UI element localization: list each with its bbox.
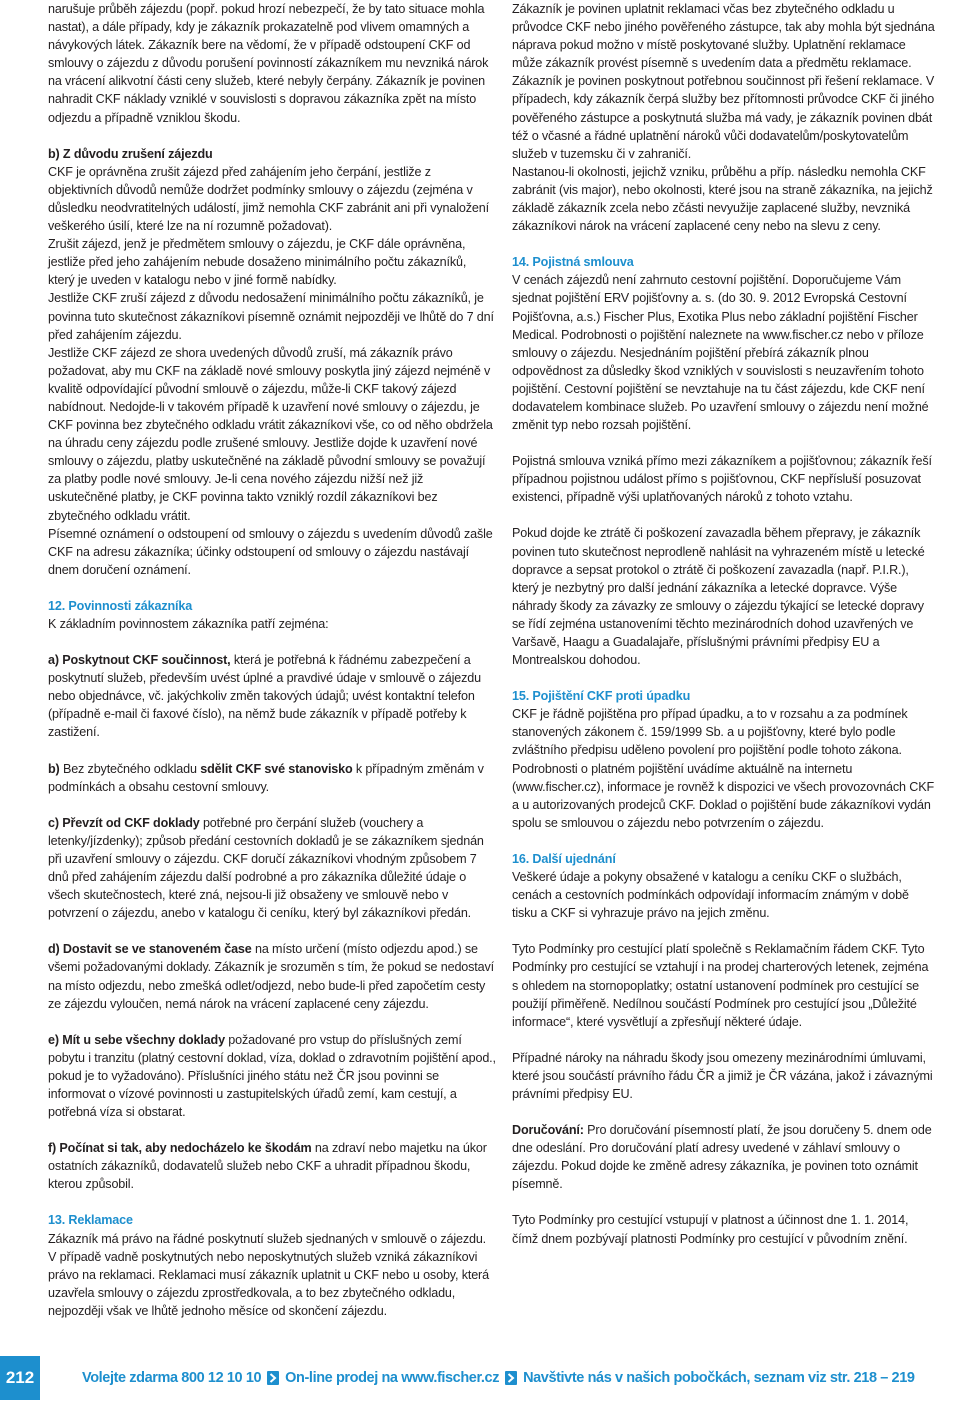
duty-d: d) Dostavit se ve stanoveném čase na místo určení (místo odjezdu apod.) se všemi požadovanými doklady. Zákazník je srozuměn s tím, že pokud se nedostaví na místo odjezdu, nebo zmešká odlet/odjezd, nebo bude-li před započetím cesty ze zájezdu vyloučen, nemá nárok na vrácení zaplacené ceny zájezdu.	[48, 942, 495, 1011]
section-heading-15: 15. Pojištění CKF proti úpadku	[512, 689, 691, 704]
page-number: 212	[0, 1356, 40, 1400]
paragraph: Tyto Podmínky pro cestující platí společně s Reklamačním řádem CKF. Tyto Podmínky pro cestující se vztahují i na prodej charterových letenek, zejména s ohledem na stornopoplatky; ostatní ustanovení podmínek pro cestující se použijí přiměřeně. Nedílnou součástí Podmínek pro cestující jsou „Důležité informace“, které vysvětlují a zpřesňují některé údaje.	[512, 942, 929, 1029]
paragraph: K základním povinnostem zákazníka patří zejména:	[48, 617, 329, 631]
paragraph: Pokud dojde ke ztrátě či poškození zavazadla během přepravy, je zákazník povinen tuto skutečnost neprodleně nahlásit na vyhrazeném místě u letecké dopravce a sepsat protokol o ztrátě či poškození zavazadla (např. P.I.R.), který je nezbytný pro další jednání zákazníka a letecké dopravce. Výše náhrady škody za závazky ze smlouvy o zájezdu týkající se letecké dopravy se řídí zejména ustanoveními těchto mezinárodních dohod uzavřených ve Varšavě, Haagu a Guadalajaře, příslušnými právními předpisy EU a Montrealskou dohodou.	[512, 526, 925, 668]
chevron-right-icon	[267, 1371, 279, 1385]
paragraph: Jestliže CKF zruší zájezd z důvodu nedosažení minimálního počtu zákazníků, je povinna tuto skutečnost zákazníkovi písemně oznámit nejpozději ve lhůtě do 7 dní před zahájením zájezdu.	[48, 291, 494, 342]
section-heading-16: 16. Další ujednání	[512, 851, 616, 866]
duty-e: e) Mít u sebe všechny doklady požadované pro vstup do příslušných zemí pobytu i tranzitu (platný cestovní doklad, víza, doklad o zdravotním pojištění apod., pokud je to vyžadováno). Příslušníci jiného státu než ČR jsou povinni se informovat o vízové povinnosti u zastupitelských úřadů zemí, kam cestují, a potřebná víza si obstarat.	[48, 1032, 496, 1120]
duty-a: a) Poskytnout CKF součinnost, která je potřebná k řádnému zabezpečení a poskytnutí služeb, především uvést úplné a pravdivé údaje v smlouvě o zájezdu nebo objednávce, vč. jakýchkoliv změn takových údajů; uvést kontaktní telefon (případně e-mail či faxové číslo), na němž bude zákazník v případě potřeby k zastižení.	[48, 653, 481, 740]
footer-call-link[interactable]: Volejte zdarma 800 12 10 10	[82, 1370, 262, 1386]
footer-online-link[interactable]: On-line prodej na www.fischer.cz	[285, 1370, 500, 1386]
chevron-right-icon	[505, 1371, 517, 1385]
footer-promo	[82, 1356, 915, 1400]
paragraph: Tyto Podmínky pro cestující vstupují v platnost a účinnost dne 1. 1. 2014, čímž dnem pozbývají platnosti Podmínky pro cestující v původním znění.	[512, 1213, 909, 1246]
paragraph: narušuje průběh zájezdu (popř. pokud hrozí nebezpečí, že by tato situace mohla nastat), a dále případy, kdy je zákazník prokazatelně pod vlivem omamných a návykových látek. Zákazník bere na vědomí, že v případě odstoupení CKF od smlouvy o zájezdu z důvodu porušení povinností zákazníkem mu nevzniká nárok na vrácení alikvotní části ceny služeb, které nebyly čerpány. Zákazník je povinen nahradit CKF náklady vzniklé v souvislosti s dopravou zákazníka zpět na místo odjezdu a případně vzniklou škodu.	[48, 2, 489, 125]
right-column	[512, 0, 937, 1266]
left-column	[48, 0, 496, 1338]
paragraph: CKF je řádně pojištěna pro případ úpadku, a to v rozsahu a za podmínek stanovených zákonem č. 159/1999 Sb. a u pojišťovny, které bylo podle zvláštního předpisu uděleno povolení pro pojištění podle tohoto zákona. Podrobnosti o platném pojištění uvádíme aktuálně na internetu (www.fischer.cz), informace je rovněž k dispozici ve všech provozovnách CKF a u autorizovaných prodejců CKF. Doklad o pojištění bude zákazníkovi vydán spolu se smlouvou o zájezdu nebo potvrzením o zájezdu.	[512, 707, 934, 830]
paragraph: Případné nároky na náhradu škody jsou omezeny mezinárodními úmluvami, které jsou součástí právního řádu ČR a jimiž je ČR vázána, jakož i závaznými právními předpisy EU.	[512, 1050, 933, 1101]
paragraph: Jestliže CKF zájezd ze shora uvedených důvodů zruší, má zákazník právo požadovat, aby mu CKF na základě nové smlouvy poskytla jiný zájezd nejméně v kvalitě odpovídající původní smlouvě o zájezdu, může-li CKF takový zájezd nabídnout. Nedojde-li v takovém případě k uzavření nové smlouvy o zájezdu, je CKF povinna bez zbytečného odkladu vrátit zákazníkovi vše, co od něho obdržela na úhradu ceny zájezdu podle zrušené smlouvy. Jestliže dojde k uzavření nové smlouvy o zájezdu, platby uskutečněné na základě původní smlouvy se považují za platby podle nové smlouvy. Je-li cena nového zájezdu nižší než již uskutečněné platby, je CKF povinna takto vzniklý rozdíl zákazníkovi bez zbytečného odkladu vrátit.	[48, 345, 493, 523]
paragraph: Písemné oznámení o odstoupení od smlouvy o zájezdu s uvedením důvodů zašle CKF na adresu zákazníka; účinky odstoupení od smlouvy o zájezdu nastávají dnem doručení oznámení.	[48, 526, 493, 577]
paragraph: Doručování: Pro doručování písemností platí, že jsou doručeny 5. dnem ode dne odeslání. Pro doručování platí adresy uvedené v záhlaví smlouvy o zájezdu. Pokud dojde ke změně adresy zákazníka, je povinen toto oznámit písemně.	[512, 1123, 932, 1192]
paragraph: CKF je oprávněna zrušit zájezd před zahájením jeho čerpání, jestliže z objektivních důvodů nemůže dodržet podmínky smlouvy o zájezdu (zejména v důsledku neodvratitelných událostí, jimž nemohla CKF zabránit ani při vynaložení veškerého úsilí, které lze na ní rozumně požadovat).	[48, 164, 489, 234]
section-heading-13: 13. Reklamace	[48, 1213, 133, 1228]
paragraph: V cenách zájezdů není zahrnuto cestovní pojištění. Doporučujeme Vám sjednat pojištění ERV pojišťovny a. s. (do 30. 9. 2012 Evropská Cestovní Pojišťovna, a.s.) Fischer Plus, Exotika Plus nebo základní pojištění Fischer Medical. Podrobnosti o pojištění naleznete na www.fischer.cz nebo v příloze smlouvy o zájezdu. Nesjednáním pojištění přebírá zákazník plnou odpovědnost za důsledky škod vzniklých v souvislosti s neuzavřením tohoto pojištění. Cestovní pojištění se nevztahuje na tu část zájezdu, kde CKF není dodavatelem kombinace služeb. Po uzavření smlouvy o zájezdu není možné změnit typ nebo rozsah pojištění.	[512, 273, 929, 433]
duty-b: b) Bez zbytečného odkladu sdělit CKF své stanovisko k případným změnám v podmínkách a obsahu cestovní smlouvy.	[48, 761, 484, 794]
duty-c: c) Převzít od CKF doklady potřebné pro čerpání služeb (vouchery a letenky/jízdenky); způsob předání cestovních dokladů je se zákazníkem sjednán při uzavření smlouvy o zájezdu. CKF doručí zákazníkovi vhodným způsobem 7 dnů před zahájením zájezdu další podrobné a pro zákazníka důležité údaje o všech skutečnostech, které zná, nejsou-li již obsaženy ve smlouvě nebo v potvrzení o zájezdu, anebo v katalogu či ceníku, který byl zákazníkovi předán.	[48, 815, 484, 921]
paragraph: Zákazník je povinen uplatnit reklamaci včas bez zbytečného odkladu u průvodce CKF nebo jiného pověřeného zástupce, tak aby mohla být sjednána náprava pokud možno v místě poskytované služby. Uplatnění reklamace může zákazník provést písemně s uvedením data a předmětu reklamace. Zákazník je povinen poskytnout potřebnou součinnost při řešení reklamace. V případech, kdy zákazník čerpá služby bez přítomnosti průvodce CKF či jiného pověřeného zástupce a poskytnutá služba má vady, je zákazník povinen dbát též o včasné a řádné uplatnění nároků vůči dodavatelům/poskytovatelům služeb v tuzemsku či v zahraničí.	[512, 2, 935, 161]
section-heading-12: 12. Povinnosti zákazníka	[48, 598, 193, 613]
page-footer	[0, 1356, 960, 1400]
footer-visit-link[interactable]: Navštivte nás v našich pobočkách, seznam viz str. 218 – 219	[523, 1370, 915, 1386]
section-heading-14: 14. Pojistná smlouva	[512, 255, 634, 270]
paragraph: Zákazník má právo na řádné poskytnutí služeb sjednaných v smlouvě o zájezdu. V případě vadně poskytnutých nebo neposkytnutých služeb vzniká zákazníkovi právo na reklamaci. Reklamaci musí zákazník uplatnit u CKF nebo u osoby, která uzavřela smlouvy o zájezdu zprostředkovala, a to bez zbytečného odkladu, nejpozději však ve lhůtě jednoho měsíce od skončení zájezdu.	[48, 1231, 489, 1318]
subsection-heading: b) Z důvodu zrušení zájezdu	[48, 146, 213, 161]
paragraph: Pojistná smlouva vzniká přímo mezi zákazníkem a pojišťovnou; zákazník řeší případnou pojistnou událost přímo s pojišťovnou, CKF nepřísluší posuzovat existenci, případně výši uplatňovaných nároků z tohoto vztahu.	[512, 454, 932, 505]
paragraph: Nastanou-li okolnosti, jejichž vzniku, průběhu a příp. následku nemohla CKF zabránit (vis major), nebo okolnosti, které jsou na straně zákazníka, na jejichž základě zákazník zcela nebo zčásti nevyužije zaplacené služby, nevzniká zákazníkovi nárok na vrácení zaplacené ceny nebo na slevu z ceny.	[512, 164, 933, 234]
duty-f: f) Počínat si tak, aby nedocházelo ke škodám na zdraví nebo majetku na úkor ostatních zákazníků, dodavatelů služeb nebo CKF a uhradit případnou škodu, kterou způsobil.	[48, 1141, 487, 1192]
paragraph: Veškeré údaje a pokyny obsažené v katalogu a ceníku CKF o službách, cenách a cestovních podmínkách odpovídají informacím známým v době tisku a CKF si vyhrazuje právo na jejich změnu.	[512, 870, 909, 921]
paragraph: Zrušit zájezd, jenž je předmětem smlouvy o zájezdu, je CKF dále oprávněna, jestliže před jeho zahájením nebude dosaženo minimálního počtu zákazníků, který je uveden v katalogu nebo v jiné formě nabídky.	[48, 237, 467, 288]
